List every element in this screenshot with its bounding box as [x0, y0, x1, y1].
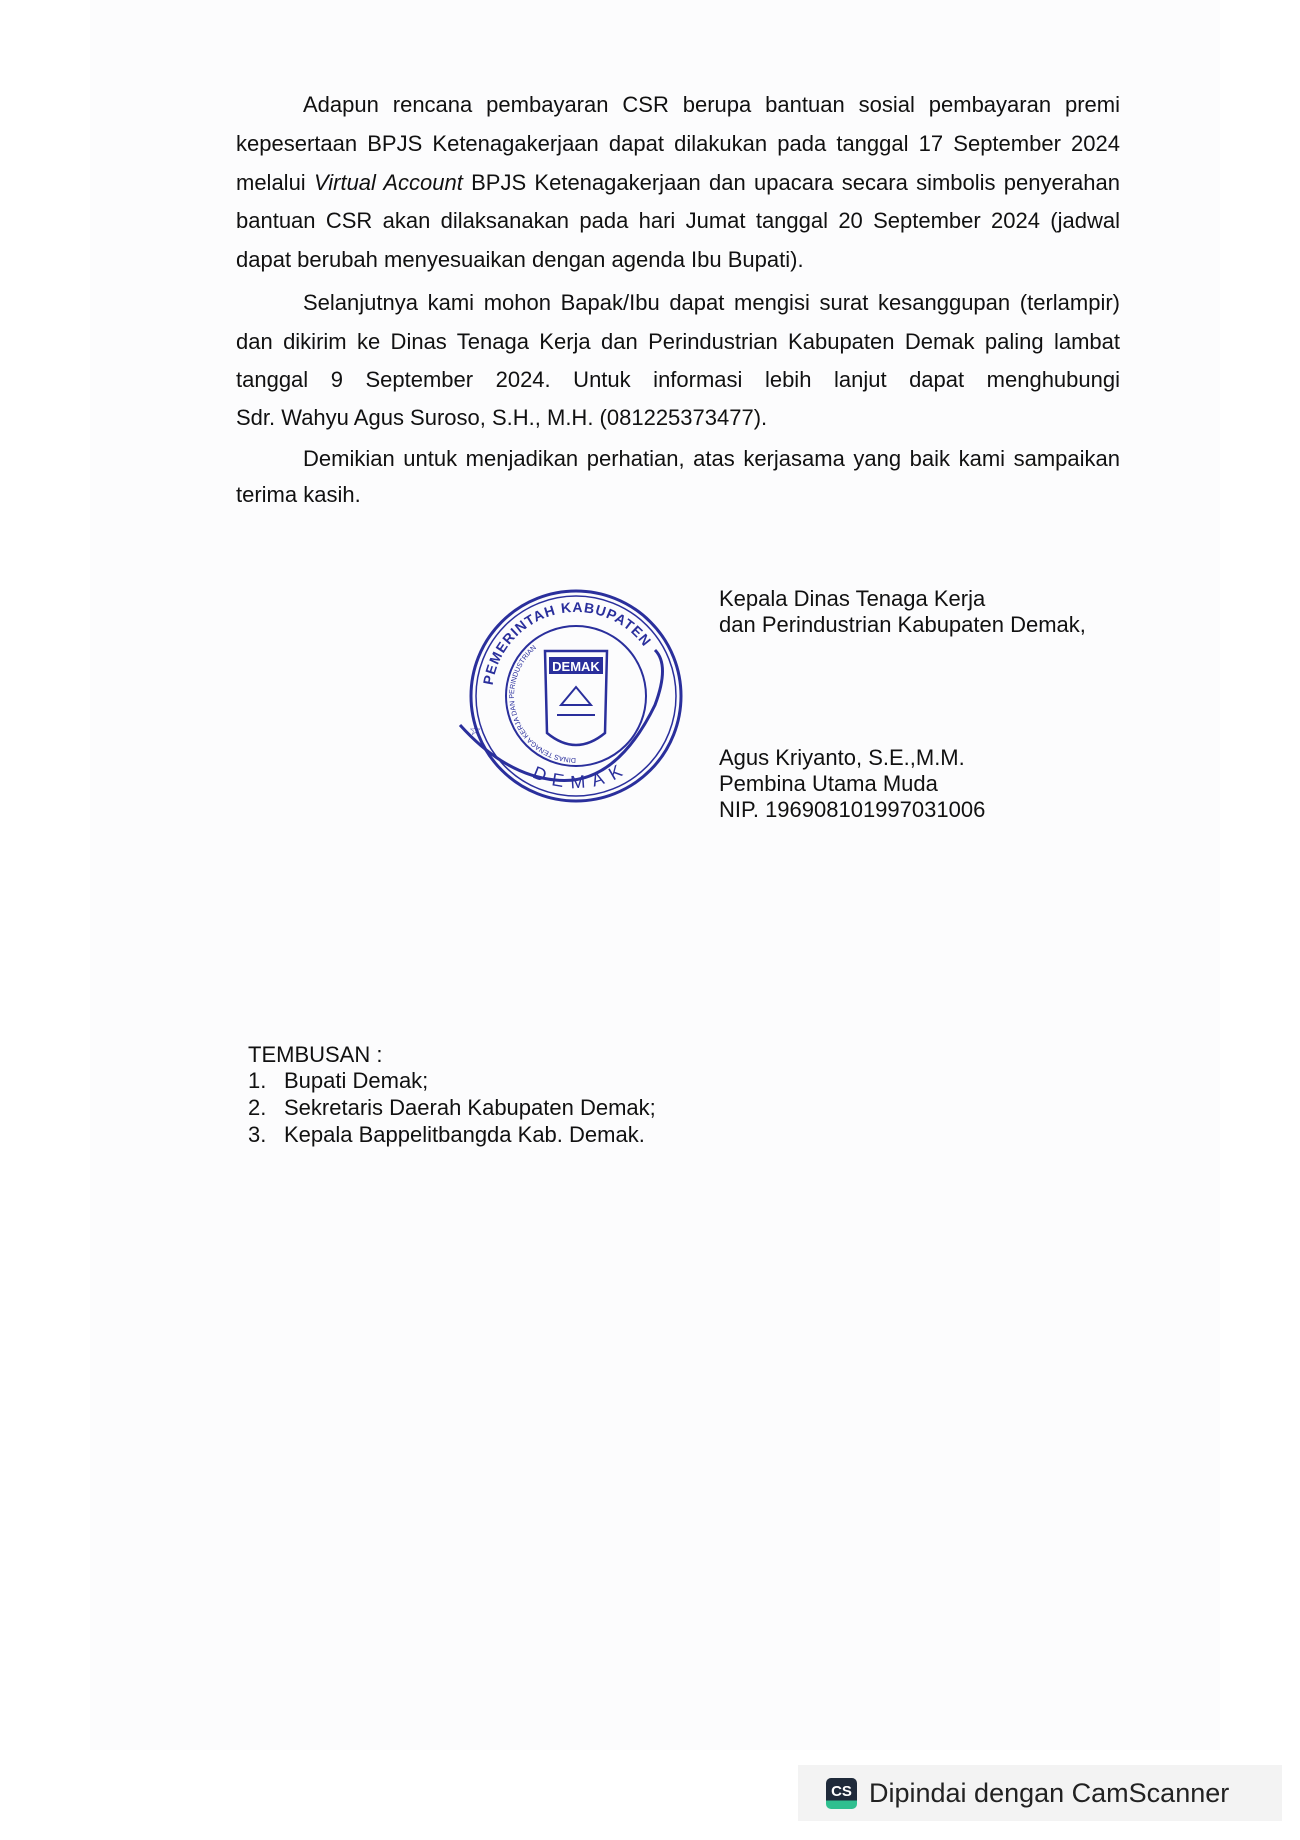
item-text: Bupati Demak; — [284, 1068, 429, 1093]
paragraph-1-line: dapat berubah menyesuaikan dengan agenda Ibu Bupati). — [236, 247, 804, 272]
paragraph-2-line: Selanjutnya kami mohon Bapak/Ibu dapat mengisi surat kesanggupan (terlampir) — [303, 290, 1120, 315]
emblem-text: DEMAK — [552, 659, 600, 674]
item-number: 1. — [248, 1068, 267, 1093]
camscanner-logo-icon: CS — [826, 1778, 857, 1809]
tembusan-item — [248, 1122, 645, 1147]
item-text: Kepala Bappelitbangda Kab. Demak. — [284, 1122, 645, 1147]
paragraph-3-line: terima kasih. — [236, 482, 361, 507]
stamp-outer-ring — [471, 591, 681, 801]
paragraph-2-line: tanggal 9 September 2024. Untuk informasi lebih lanjut dapat menghubungi — [236, 367, 1120, 392]
star-icon: ☆ — [469, 722, 482, 738]
signatory-rank: Pembina Utama Muda — [719, 771, 938, 796]
signatory-title: Kepala Dinas Tenaga Kerja — [719, 586, 986, 611]
paragraph-1-line: Adapun rencana pembayaran CSR berupa bantuan sosial pembayaran premi — [303, 92, 1120, 117]
tembusan-heading: TEMBUSAN : — [248, 1042, 383, 1067]
official-stamp — [455, 575, 705, 825]
text: BPJS Ketenagakerjaan dan upacara secara simbolis penyerahan — [462, 170, 1121, 195]
stamp-inner-text: DINAS TENAGA KERJA DAN PERINDUSTRIAN — [509, 644, 577, 764]
signatory-nip: NIP. 196908101997031006 — [719, 797, 986, 822]
paragraph-1-line: kepesertaan BPJS Ketenagakerjaan dapat dilakukan pada tanggal 17 September 2024 — [236, 131, 1120, 156]
watermark-text: Dipindai dengan CamScanner — [869, 1777, 1230, 1808]
text: melalui — [236, 170, 314, 195]
paragraph-3-line: Demikian untuk menjadikan perhatian, atas kerjasama yang baik kami sampaikan — [303, 446, 1120, 471]
paragraph-2-line: dan dikirim ke Dinas Tenaga Kerja dan Perindustrian Kabupaten Demak paling lambat — [236, 329, 1120, 354]
item-number: 2. — [248, 1095, 267, 1120]
stamp-outer-text: PEMERINTAH KABUPATEN — [479, 598, 655, 687]
item-number: 3. — [248, 1122, 267, 1147]
tembusan-item — [248, 1068, 428, 1093]
paragraph-1-line: bantuan CSR akan dilaksanakan pada hari Jumat tanggal 20 September 2024 (jadwal — [236, 208, 1120, 233]
stamp-bottom-text: DEMAK — [529, 756, 633, 793]
italic-term: Virtual Account — [313, 170, 463, 195]
signatory-name: Agus Kriyanto, S.E.,M.M. — [719, 745, 965, 770]
signatory-title: dan Perindustrian Kabupaten Demak, — [719, 612, 1086, 637]
paragraph-1-line — [236, 170, 1120, 196]
paragraph-2-line: Sdr. Wahyu Agus Suroso, S.H., M.H. (081225373477). — [236, 405, 768, 430]
camscanner-watermark — [798, 1765, 1282, 1821]
tembusan-item — [248, 1095, 656, 1120]
item-text: Sekretaris Daerah Kabupaten Demak; — [284, 1095, 656, 1120]
